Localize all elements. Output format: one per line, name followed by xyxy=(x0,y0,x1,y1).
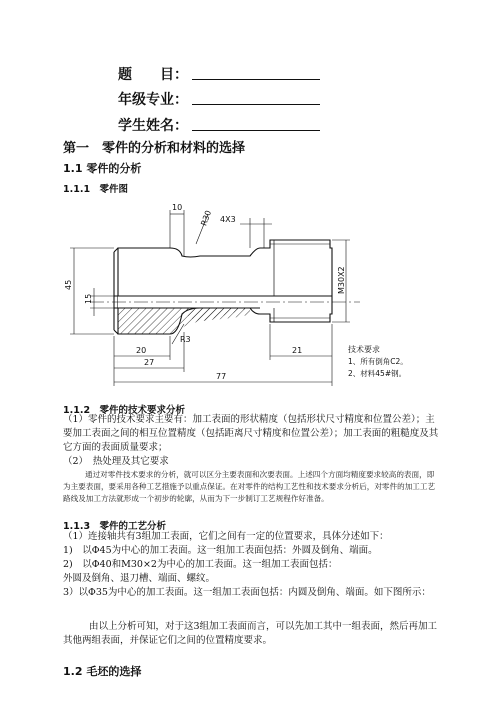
paragraph-tech-requirements: （1）零件的技术要求主要有：加工表面的形状精度（包括形状尺寸精度和位置公差）；主要加工表面之间的相互位置精度（包括距离尺寸精度和位置公差）；加工表面的粗糙度及其它方面的表面质量要求； xyxy=(63,414,439,453)
title-field-line[interactable] xyxy=(192,79,320,80)
dim-dia-15: 15 xyxy=(84,293,93,304)
list-item-1: 1) 以Φ45为中心的加工表面。这一组加工表面包括：外圆及倒角、端面。 xyxy=(63,545,378,556)
tech-req-title: 技术要求 xyxy=(348,345,380,354)
paragraph-surface-groups: （1）连接轴共有3组加工表面，它们之间有一定的位置要求，具体分述如下： xyxy=(63,531,389,542)
title-field-label: 题 目： xyxy=(118,67,188,83)
tech-req-item-2: 2、材料45#钢。 xyxy=(348,369,407,378)
paragraph-heat-treatment: （2） 热处理及其它要求 xyxy=(63,456,169,467)
name-field-label: 学生姓名： xyxy=(118,118,188,134)
section-heading-1-2: 1.2 毛坯的选择 xyxy=(63,665,142,678)
list-item-2: 2) 以Φ40和M30×2为中心的加工表面。这一组加工表面包括： xyxy=(63,559,338,570)
part-drawing xyxy=(60,196,440,396)
dim-len-21: 21 xyxy=(292,346,303,355)
list-item-2-detail: 外圆及倒角、退刀槽、端面、螺纹。 xyxy=(63,573,216,584)
dim-len-20: 20 xyxy=(136,346,147,355)
paragraph-analysis: 通过对零件技术要求的分析，就可以区分主要表面和次要表面。上述四个方面均精度要求较高的表面，即为主要表面，要采用各种工艺措施予以重点保证。在对零件的结构工艺性和技术要求分析后，对零件的加工工艺路线及加工方法就形成一个初步的轮廓，从而为下一步制订工艺规程作好准备。 xyxy=(63,470,436,503)
major-field-line[interactable] xyxy=(192,104,320,105)
dim-len-77: 77 xyxy=(216,372,227,381)
dim-r3: R3 xyxy=(180,335,191,344)
section-heading-1-1: 1.1 零件的分析 xyxy=(63,162,142,175)
dim-dia-45: 45 xyxy=(64,279,73,290)
chapter-heading: 第一 零件的分析和材料的选择 xyxy=(63,141,246,156)
tech-req-item-1: 1、所有倒角C2。 xyxy=(348,357,408,366)
major-field-label: 年级专业： xyxy=(118,92,188,108)
section-heading-1-1-3: 1.1.3 零件的工艺分析 xyxy=(63,521,167,532)
dim-len-27: 27 xyxy=(144,358,155,367)
dim-thread: M30X2 xyxy=(337,266,346,294)
paragraph-conclusion: 由以上分析可知，对于这3组加工表面而言，可以先加工其中一组表面，然后再加工其他两组表面，并保证它们之间的位置精度要求。 xyxy=(63,621,438,646)
dim-top-10: 10 xyxy=(172,203,183,212)
name-field-line[interactable] xyxy=(192,130,320,131)
section-heading-1-1-1: 1.1.1 零件图 xyxy=(63,184,129,195)
list-item-3: 3）以Φ35为中心的加工表面。这一组加工表面包括：内圆及倒角、端面。如下图所示： xyxy=(63,587,431,598)
dim-chamfer: 4X3 xyxy=(220,215,236,224)
dim-r30: R30 xyxy=(199,209,214,228)
section-heading-1-1-2: 1.1.2 零件的技术要求分析 xyxy=(63,405,186,416)
